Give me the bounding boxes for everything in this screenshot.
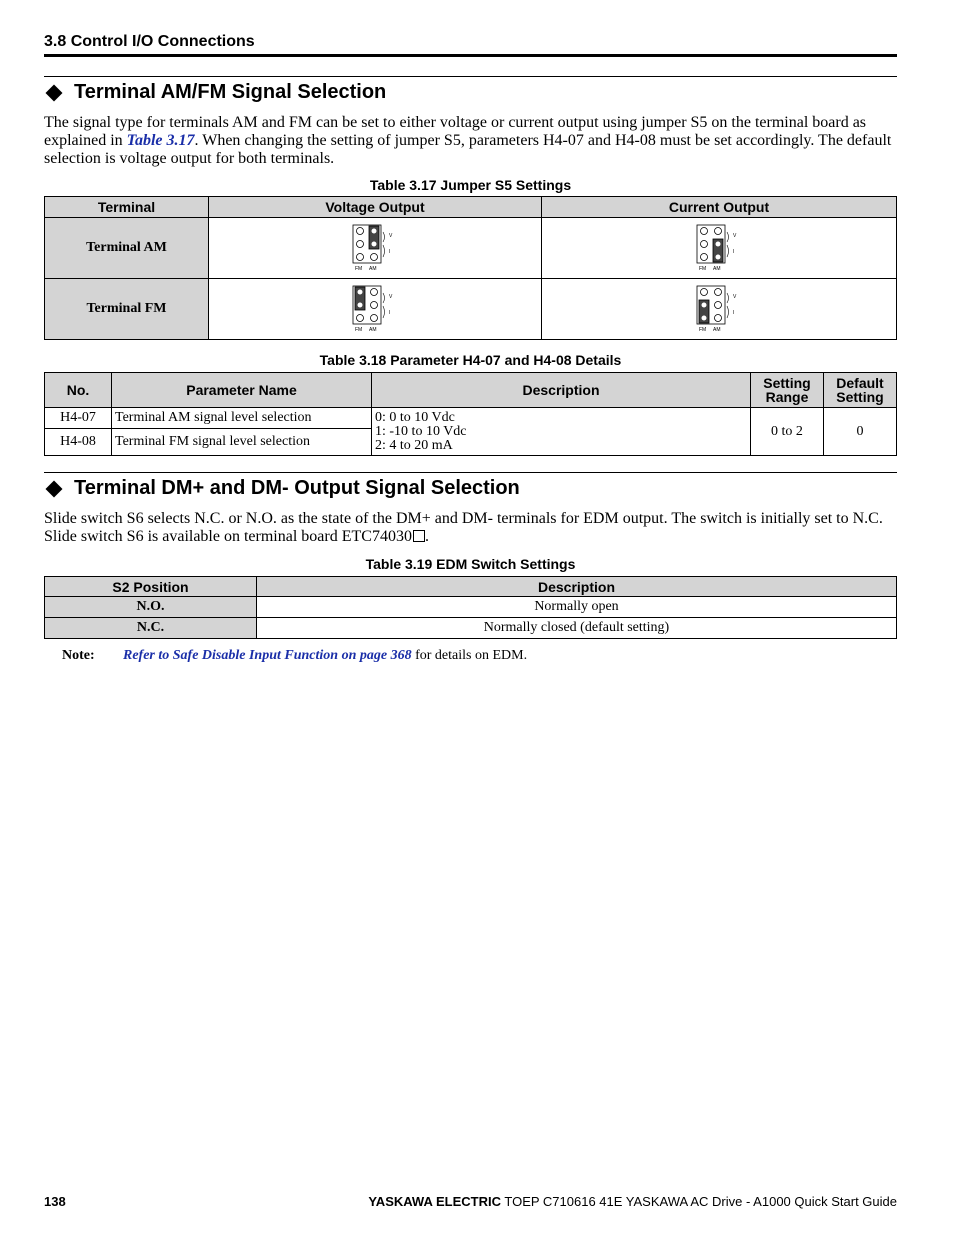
param-range-cell: 0 to 2: [751, 408, 824, 456]
section-heading: [44, 477, 520, 500]
jumper-current-fm-diagram: [696, 284, 742, 334]
table-header-cell: Parameter Name: [112, 373, 372, 408]
table-header-cell: No.: [45, 373, 112, 408]
param-description-cell: 0: 0 to 10 Vdc 1: -10 to 10 Vdc 2: 4 to 20 mA: [372, 408, 751, 456]
note: [62, 648, 527, 664]
jumper-cell: [542, 218, 897, 279]
svg-text:AM: AM: [369, 266, 377, 272]
diamond-bullet-icon: [46, 480, 63, 497]
body-paragraph: Slide switch S6 selects N.C. or N.O. as the state of the DM+ and DM- terminals for EDM output. The switch is initially set to N.C. Slide switch S6 is available on terminal board ETC74030 .: [44, 510, 883, 545]
section-title: Terminal DM+ and DM- Output Signal Selection: [74, 477, 520, 499]
table-caption: Table 3.18 Parameter H4-07 and H4-08 Details: [319, 352, 622, 368]
placeholder-box-icon: [413, 530, 425, 542]
svg-text:I: I: [733, 310, 735, 316]
param-name-cell: Terminal AM signal level selection: [112, 408, 372, 429]
svg-text:I: I: [389, 310, 391, 316]
param-no-cell: H4-08: [45, 429, 112, 456]
footer-doc-info: YASKAWA ELECTRIC TOEP C710616 41E YASKAWA AC Drive - A1000 Quick Start Guide: [368, 1194, 897, 1209]
description-cell: Normally open: [257, 597, 897, 618]
section-rule: [44, 76, 897, 77]
diamond-bullet-icon: [46, 84, 63, 101]
table-header-cell: Setting Range: [751, 373, 824, 408]
jumper-voltage-am-diagram: [352, 223, 398, 273]
edm-switch-table: [44, 576, 897, 639]
table-caption: Table 3.17 Jumper S5 Settings: [369, 177, 572, 193]
terminal-fm-cell: Terminal FM: [45, 279, 209, 340]
jumper-cell: [209, 218, 542, 279]
table-caption: Table 3.19 EDM Switch Settings: [365, 556, 576, 572]
svg-text:AM: AM: [369, 327, 377, 333]
svg-text:FM: FM: [355, 327, 363, 333]
svg-text:V: V: [389, 294, 393, 300]
position-cell: N.C.: [45, 618, 257, 639]
jumper-cell: [542, 279, 897, 340]
running-header: 3.8 Control I/O Connections: [44, 33, 255, 50]
svg-text:I: I: [733, 249, 735, 255]
table-header-cell: Terminal: [45, 197, 209, 218]
header-rule: [44, 54, 897, 57]
section-title: Terminal AM/FM Signal Selection: [74, 81, 387, 103]
note-link[interactable]: Refer to Safe Disable Input Function on page 368: [123, 648, 412, 663]
svg-text:V: V: [733, 233, 737, 239]
table-header-cell: Description: [372, 373, 751, 408]
jumper-cell: [209, 279, 542, 340]
param-name-cell: Terminal FM signal level selection: [112, 429, 372, 456]
table-header-cell: Description: [257, 577, 897, 597]
body-paragraph: The signal type for terminals AM and FM can be set to either voltage or current output using jumper S5 on the terminal board as explained in Table 3.17. When changing the setting of jumper S5, parameters H4-07 and H4-08 must be set accordingly. The default selection is voltage output for both terminals.: [44, 114, 892, 167]
svg-text:AM: AM: [713, 266, 721, 272]
section-rule: [44, 472, 897, 473]
param-default-cell: 0: [824, 408, 897, 456]
parameter-details-table: [44, 372, 897, 456]
svg-text:AM: AM: [713, 327, 721, 333]
param-no-cell: H4-07: [45, 408, 112, 429]
note-text: for details on EDM.: [411, 648, 528, 663]
table-header-cell: Voltage Output: [209, 197, 542, 218]
page-number: 138: [44, 1194, 66, 1209]
table-header-cell: S2 Position: [45, 577, 257, 597]
svg-text:V: V: [389, 233, 393, 239]
jumper-voltage-fm-diagram: [352, 284, 398, 334]
table-header-cell: Current Output: [542, 197, 897, 218]
section-heading: [44, 81, 386, 104]
terminal-am-cell: Terminal AM: [45, 218, 209, 279]
description-cell: Normally closed (default setting): [257, 618, 897, 639]
svg-text:I: I: [389, 249, 391, 255]
jumper-settings-table: [44, 196, 897, 340]
svg-text:V: V: [733, 294, 737, 300]
table-header-cell: Default Setting: [824, 373, 897, 408]
position-cell: N.O.: [45, 597, 257, 618]
jumper-current-am-diagram: [696, 223, 742, 273]
table-link[interactable]: Table 3.17: [126, 132, 195, 149]
note-label: Note:: [62, 648, 95, 663]
svg-text:FM: FM: [699, 266, 707, 272]
svg-text:FM: FM: [355, 266, 363, 272]
svg-text:FM: FM: [699, 327, 707, 333]
